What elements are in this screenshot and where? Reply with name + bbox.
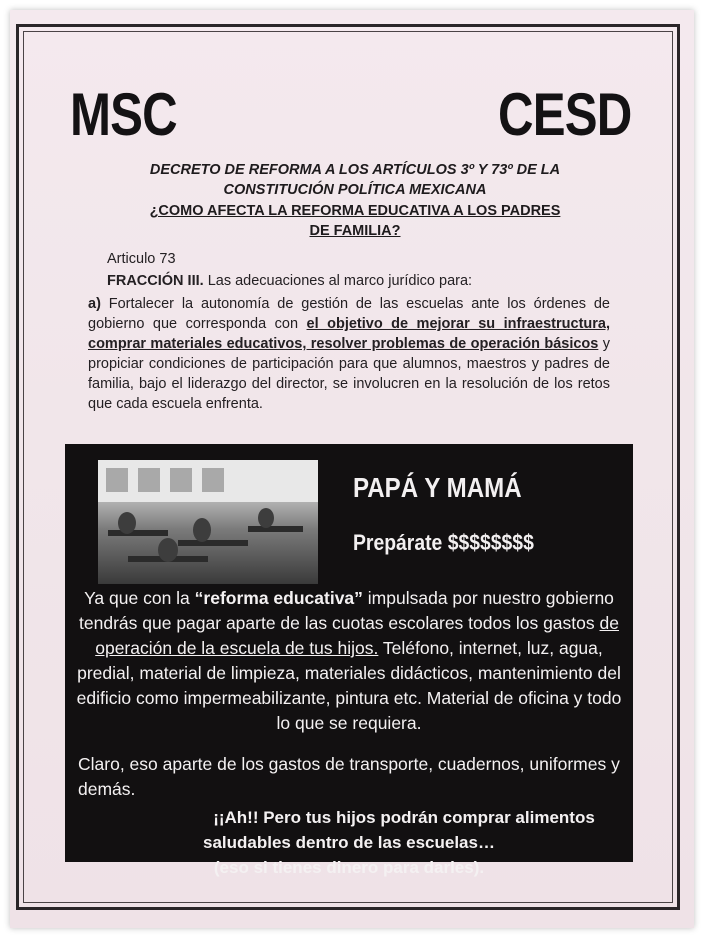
photo-student: [193, 518, 211, 542]
flyer-p1-a: Ya que con la: [84, 588, 195, 608]
photo-window: [106, 468, 128, 492]
flyer-paragraph-1: [68, 586, 630, 736]
decreto-line-1: DECRETO DE REFORMA A LOS ARTÍCULOS 3º Y 73º DE LA: [149, 162, 561, 178]
fraccion-label: FRACCIÓN III.: [107, 273, 204, 289]
flyer-p1-underlined: de operación de la escuela de tus hijos.: [95, 613, 619, 658]
photo-window: [138, 468, 160, 492]
flyer-closing-2: saludables dentro de las escuelas…: [203, 833, 495, 852]
flyer-paragraph-2: Claro, eso aparte de los gastos de transporte, cuadernos, uniformes y demás.: [78, 754, 620, 799]
photo-student: [118, 512, 136, 534]
flyer-p1-quote: “reforma educativa”: [194, 588, 363, 608]
question-line-1: ¿COMO AFECTA LA REFORMA EDUCATIVA A LOS PADRES: [149, 203, 561, 219]
item-label: a): [88, 296, 101, 312]
logo-cesd: CESD: [498, 81, 632, 148]
photo-student: [158, 538, 178, 562]
decreto-line-2: CONSTITUCIÓN POLÍTICA MEXICANA: [223, 182, 487, 198]
photo-desk: [108, 530, 168, 536]
flyer-p1-c: impulsada por nuestro gobierno tendrás que pagar aparte de las cuotas escolares todos los gastos: [79, 588, 614, 633]
logo-msc: MSC: [70, 81, 177, 148]
question-heading: [60, 201, 650, 241]
fraccion-line: [107, 271, 472, 291]
classroom-photo: [98, 460, 318, 584]
photo-desk: [248, 526, 303, 532]
photo-window: [202, 468, 224, 492]
item-emphasis: el objetivo de mejorar su infraestructura, comprar materiales educativos, resolver problemas de operación básicos: [88, 316, 610, 352]
flyer-headline: PAPÁ Y MAMÁ: [353, 472, 522, 503]
question-line-2: DE FAMILIA?: [309, 223, 401, 239]
item-text-2: y propiciar condiciones de participación para que alumnos, maestros y padres de familia, bajo el liderazgo del director, se involucren en la resolución de los retos que cada escuela enfrenta.: [88, 336, 610, 412]
item-text-1: Fortalecer la autonomía de gestión de las escuelas ante los órdenes de gobierno que corresponda con: [88, 296, 610, 332]
flyer-prepare: Prepárate $$$$$$$$: [353, 530, 534, 555]
decreto-title: [60, 160, 650, 200]
photo-window: [170, 468, 192, 492]
flyer-closing: [68, 805, 630, 880]
article-title: Articulo 73: [107, 251, 176, 267]
photo-student: [258, 508, 274, 528]
fraccion-text: Las adecuaciones al marco jurídico para:: [203, 273, 473, 289]
flyer-p1-e: Teléfono, internet, luz, agua, predial, material de limpieza, materiales didácticos, mantenimiento del edificio como impermeabilizante, pintura etc. Material de oficina y todo lo que se requiera.: [76, 638, 622, 733]
article-paragraph: [88, 294, 610, 414]
photo-desk: [178, 540, 248, 546]
flyer-closing-3: (eso si tienes dinero para darles).: [213, 858, 485, 877]
flyer-closing-1: ¡¡Ah!! Pero tus hijos podrán comprar alimentos: [213, 808, 595, 827]
